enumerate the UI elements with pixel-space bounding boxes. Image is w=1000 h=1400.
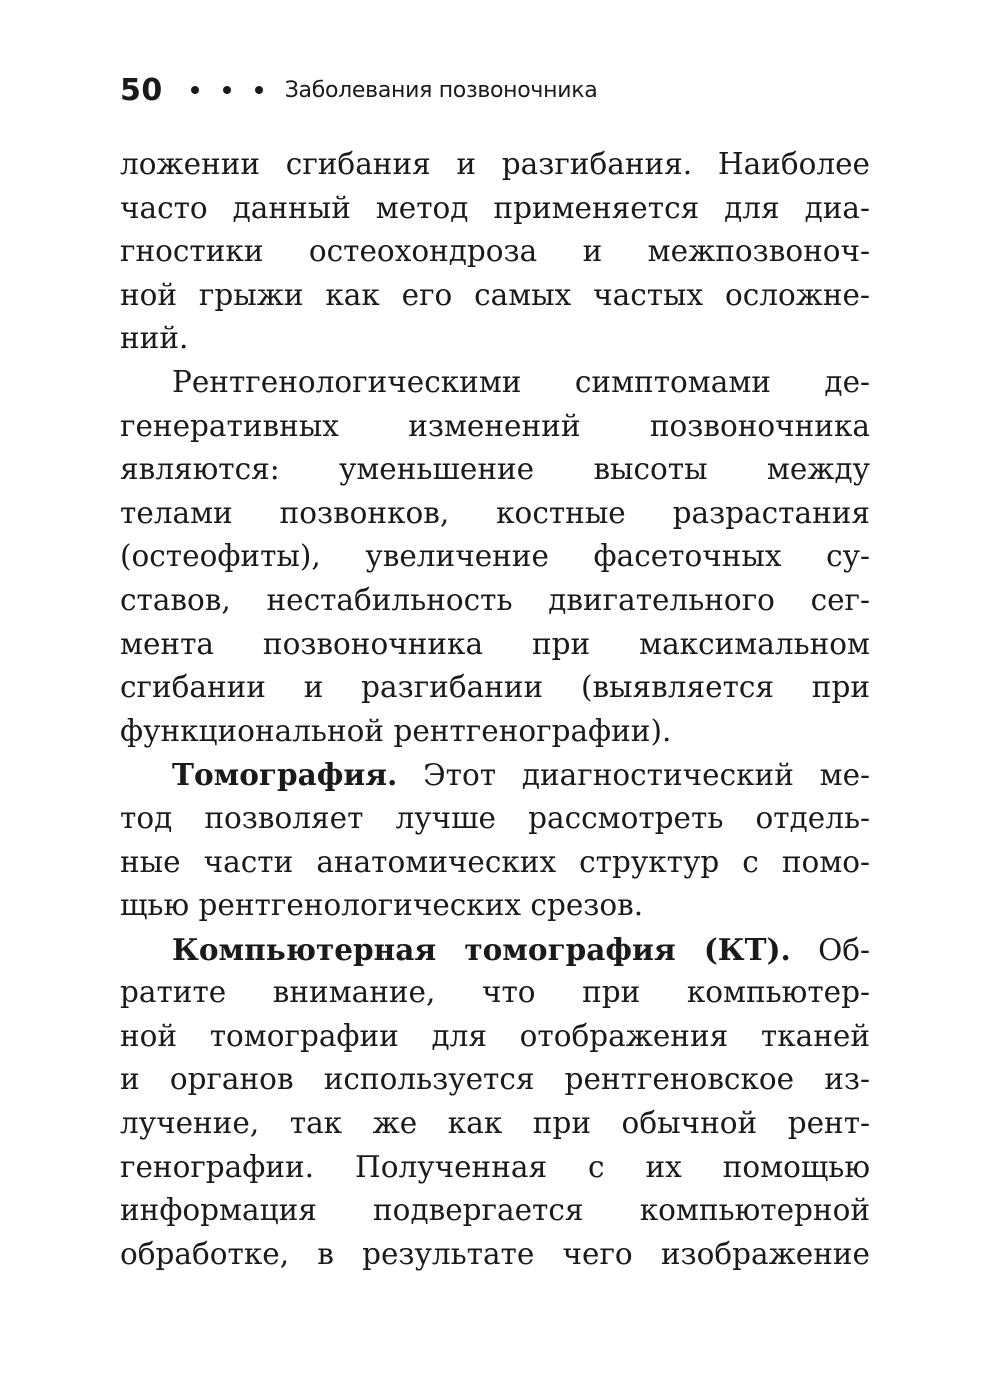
text-line: ний. <box>120 321 189 356</box>
text-line: часто данный метод применяется для диа- <box>120 190 870 225</box>
text-line: гностики остеохондроза и межпозвоноч- <box>120 234 870 269</box>
body-text <box>120 143 870 1276</box>
page-number: 50 <box>120 72 163 108</box>
text-line: ной томографии для отображения тканей <box>120 1018 870 1053</box>
text-line: щью рентгенологических срезов. <box>120 888 644 923</box>
running-head <box>120 70 597 110</box>
text-line: генографии. Полученная с их помощью <box>120 1149 870 1184</box>
text-line: ложении сгибания и разгибания. Наиболее <box>120 147 870 181</box>
text-line: сгибании и разгибании (выявляется при <box>120 670 870 705</box>
paragraph <box>120 753 870 927</box>
text-line: ратите внимание, что при компьютер- <box>120 975 870 1010</box>
text-line: информация подвергается компьютерной <box>120 1193 870 1228</box>
text-line: ной грыжи как его самых частых осложне- <box>120 277 870 312</box>
text-line: и органов используется рентгеновское из- <box>120 1062 870 1097</box>
section-title: Заболевания позвоночника <box>284 77 598 103</box>
text-line: телами позвонков, костные разрастания <box>120 495 870 530</box>
text-line: тод позволяет лучше рассмотреть отдель- <box>120 800 870 835</box>
text-line: ставов, нестабильность двигательного сег- <box>120 582 870 617</box>
text-line-rest: Этот диагностический ме- <box>397 758 870 793</box>
paragraph <box>120 361 870 753</box>
text-line: ные части анатомических структур с помо- <box>120 844 870 879</box>
text-line: являются: уменьшение высоты между <box>120 452 870 487</box>
text-line: (остеофиты), увеличение фасеточных су- <box>120 539 870 574</box>
run-in-heading: Компьютерная томография (КТ). <box>172 931 791 967</box>
text-line: лучение, так же как при обычной рент- <box>120 1106 870 1141</box>
text-line <box>120 928 870 972</box>
header-dots-ornament <box>191 86 263 94</box>
dot-ornament <box>255 86 263 94</box>
text-line: генеративных изменений позвоночника <box>120 408 870 443</box>
text-line <box>120 753 870 797</box>
text-line: обработке, в результате чего изображение <box>120 1236 870 1271</box>
dot-ornament <box>191 86 199 94</box>
paragraph <box>120 928 870 1277</box>
text-line: функциональной рентгенографии). <box>120 713 672 748</box>
text-line: мента позвоночника при максимальном <box>120 626 870 661</box>
paragraph <box>120 143 870 361</box>
text-line: Рентгенологическими симптомами де- <box>172 364 870 399</box>
dot-ornament <box>223 86 231 94</box>
run-in-heading: Томография. <box>172 757 398 793</box>
text-line-rest: Об- <box>790 932 871 967</box>
